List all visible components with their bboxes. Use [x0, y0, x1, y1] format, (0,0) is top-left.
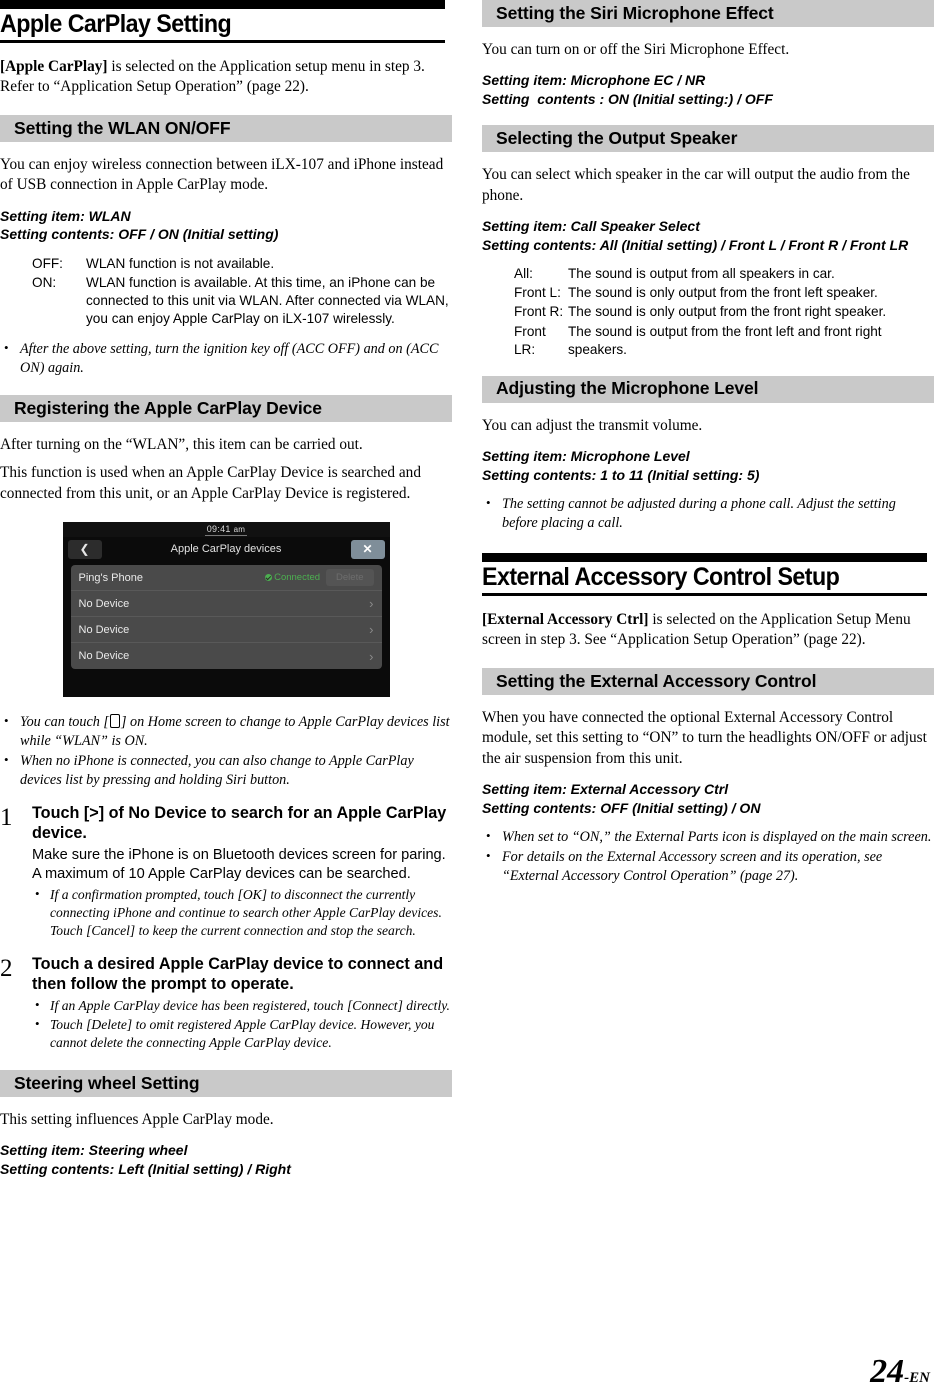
chapter-header-apple-carplay [0, 0, 452, 43]
screenshot-notes [0, 713, 452, 790]
section-header-wlan [0, 115, 452, 142]
note-item: • Touch [Delete] to omit registered Apple CarPlay device. However, you cannot delete the connecting Apple CarPlay device. [32, 1016, 452, 1052]
phone-icon [110, 714, 120, 728]
section-title-microphone-level: Adjusting the Microphone Level [496, 378, 759, 399]
carplay-devices-screenshot [63, 522, 390, 697]
external-setting-contents: Setting contents: OFF (Initial setting) / ON [482, 799, 761, 816]
note-item: • After the above setting, turn the ignition key off (ACC OFF) and on (ACC ON) again. [0, 340, 452, 378]
step-1 [0, 804, 452, 941]
definition-desc: The sound is only output from the front left speaker. [568, 285, 878, 301]
wlan-body: You can enjoy wireless connection between iLX-107 and iPhone instead of USB connection in Apple CarPlay mode. [0, 155, 444, 194]
section-header-siri-microphone [482, 0, 934, 27]
speaker-setting-block [482, 217, 934, 254]
right-column [482, 0, 934, 897]
chapter-bottom-rule [482, 593, 927, 596]
registering-body-line1: After turning on the “WLAN”, this item can be carried out. [0, 435, 363, 453]
status-badge-label: Connected [274, 572, 321, 584]
external-intro-rest: is selected on the Application Setup Menu screen in step 3. See “Application Setup Operation” (page 22). [482, 610, 911, 649]
chapter-header-external-accessory [482, 553, 934, 596]
steering-setting-item: Setting item: Steering wheel [0, 1142, 188, 1159]
external-notes [482, 828, 934, 886]
step-notes [32, 886, 452, 940]
definition-row [482, 303, 934, 321]
screenshot-title-bar [63, 537, 390, 561]
clock-ampm: am [233, 524, 246, 534]
section-title-siri-microphone: Setting the Siri Microphone Effect [496, 2, 774, 23]
step-text: A maximum of 10 Apple CarPlay devices can be searched. [32, 865, 411, 882]
external-setting-block [482, 780, 934, 817]
note-item: • If a confirmation prompted, touch [OK] to disconnect the currently connecting iPhone and continue to search other Apple CarPlay devices. Touch [Cancel] to keep the current connection and stop the search. [32, 886, 452, 940]
section-header-external-accessory-control [482, 668, 934, 695]
wlan-setting-block [0, 207, 452, 244]
definition-term: OFF: [32, 255, 63, 271]
steering-setting-block [0, 1141, 452, 1178]
mic-level-notes [482, 495, 934, 533]
status-badge [265, 572, 320, 583]
screenshot-sheet-title: Apple CarPlay devices [170, 543, 282, 556]
page-footer [870, 1355, 930, 1389]
definition-term: Front LR: [514, 323, 546, 357]
chapter-intro-paragraph [0, 57, 452, 98]
section-title-external-accessory-control: Setting the External Accessory Control [496, 670, 817, 691]
clock-time: 09:41 [206, 523, 231, 534]
chevron-left-icon[interactable]: ❮ [68, 540, 102, 559]
definition-desc: The sound is output from all speakers in car. [568, 266, 835, 282]
delete-button[interactable]: Delete [326, 569, 373, 586]
note-item: • When no iPhone is connected, you can also change to Apple CarPlay devices list by pressing and holding Siri button. [0, 752, 452, 790]
definition-desc: WLAN function is not available. [86, 255, 275, 271]
list-item[interactable] [71, 565, 382, 591]
chapter-top-bar [482, 553, 927, 562]
definition-desc: The sound is only output from the front right speaker. [568, 304, 887, 320]
step-notes [32, 997, 452, 1052]
step-text: Make sure the iPhone is on Bluetooth devices screen for paring. [32, 846, 446, 863]
page-number-suffix: -EN [904, 1370, 930, 1386]
speaker-definitions [482, 265, 934, 358]
definition-row [0, 255, 452, 273]
definition-row [0, 274, 452, 328]
section-header-registering [0, 395, 452, 422]
section-title-steering-wheel: Steering wheel Setting [14, 1072, 200, 1093]
definition-row [482, 265, 934, 283]
external-intro-paragraph [482, 610, 934, 651]
note-item: • The setting cannot be adjusted during a phone call. Adjust the setting before placing a call. [482, 495, 934, 533]
registering-body-line2: This function is used when an Apple CarPlay Device is searched and connected from this unit, or an Apple CarPlay Device is registered. [0, 464, 421, 502]
left-column [0, 0, 452, 1189]
wlan-definitions [0, 255, 452, 328]
section-header-microphone-level [482, 376, 934, 403]
definition-row [482, 323, 934, 359]
note-item: • If an Apple CarPlay device has been registered, touch [Connect] directly. [32, 997, 452, 1015]
list-item[interactable] [71, 617, 382, 643]
list-item[interactable] [71, 643, 382, 669]
check-circle-icon [265, 574, 272, 581]
siri-setting-block [482, 71, 934, 108]
step-body [32, 804, 452, 941]
siri-setting-item: Setting item: Microphone EC / NR [482, 72, 706, 89]
definition-desc: WLAN function is available. At this time, an iPhone can be connected to this unit via WLAN. After connected via WLAN, you can enjoy Apple CarPlay on iLX-107 wirelessly. [86, 274, 449, 327]
step-body [32, 955, 452, 1053]
close-icon[interactable]: ✕ [351, 540, 385, 559]
chapter-intro-rest: is selected on the Application setup menu in step 3. Refer to “Application Setup Operation” (page 22). [0, 58, 425, 96]
section-title-output-speaker: Selecting the Output Speaker [496, 128, 738, 149]
note-item: • When set to “ON,” the External Parts icon is displayed on the main screen. [482, 828, 934, 847]
section-header-output-speaker [482, 125, 934, 152]
screenshot-status-bar [63, 522, 390, 537]
section-header-steering-wheel [0, 1070, 452, 1097]
definition-term: Front R: [514, 304, 564, 320]
definition-desc: The sound is output from the front left and front right speakers. [568, 323, 882, 357]
speaker-setting-item: Setting item: Call Speaker Select [482, 218, 700, 235]
wlan-setting-item: Setting item: WLAN [0, 207, 131, 224]
device-name: No Device [78, 623, 130, 636]
wlan-notes [0, 340, 452, 378]
mic-level-setting-contents: Setting contents: 1 to 11 (Initial setting: 5) [482, 466, 760, 483]
step-number: 1 [0, 803, 13, 831]
mic-level-setting-item: Setting item: Microphone Level [482, 448, 690, 465]
chevron-right-icon[interactable]: › [369, 622, 374, 638]
note-suffix: ] on Home screen to change to Apple CarPlay devices list while “WLAN” is ON. [20, 714, 450, 750]
chapter-intro-bold: [Apple CarPlay] [0, 58, 108, 75]
definition-term: ON: [32, 274, 57, 290]
step-2 [0, 955, 452, 1053]
list-item[interactable] [71, 591, 382, 617]
step-number: 2 [0, 954, 13, 982]
external-intro-bold: [External Accessory Ctrl] [482, 610, 649, 628]
note-prefix: You can touch [ [20, 714, 109, 731]
mic-level-body: You can adjust the transmit volume. [482, 416, 703, 434]
wlan-setting-contents: Setting contents: OFF / ON (Initial setting) [0, 226, 279, 243]
note-item [0, 713, 452, 751]
definition-row [482, 284, 934, 302]
chapter-bottom-rule [0, 40, 445, 43]
page-number: 24 [870, 1353, 905, 1390]
definition-term: Front L: [514, 285, 561, 301]
external-body: When you have connected the optional External Accessory Control module, set this setting to “ON” to turn the headlights ON/OFF or adjust the air suspension from this unit. [482, 708, 927, 767]
section-title-registering: Registering the Apple CarPlay Device [14, 397, 322, 418]
steering-setting-contents: Setting contents: Left (Initial setting) / Right [0, 1160, 291, 1177]
speaker-body: You can select which speaker in the car will output the audio from the phone. [482, 166, 910, 204]
chevron-right-icon[interactable]: › [369, 648, 374, 664]
external-setting-item: Setting item: External Accessory Ctrl [482, 781, 729, 798]
status-clock [205, 524, 248, 536]
device-name: Ping's Phone [78, 571, 143, 584]
speaker-setting-contents: Setting contents: All (Initial setting) / Front L / Front R / Front LR [482, 236, 909, 253]
mic-level-setting-block [482, 447, 934, 484]
chapter-top-bar [0, 0, 445, 9]
device-name: No Device [78, 650, 130, 663]
note-item: • For details on the External Accessory screen and its operation, see “External Accessory Control Operation” (page 27). [482, 848, 934, 886]
steering-body: This setting influences Apple CarPlay mode. [0, 1110, 274, 1128]
page-title: Apple CarPlay Setting [0, 10, 232, 38]
siri-setting-contents: Setting contents : ON (Initial setting:) / OFF [482, 90, 773, 107]
definition-term: All: [514, 266, 533, 282]
siri-body: You can turn on or off the Siri Microphone Effect. [482, 41, 790, 58]
device-name: No Device [78, 597, 130, 610]
step-title: Touch [>] of No Device to search for an Apple CarPlay device. [32, 803, 447, 842]
device-list [71, 565, 382, 669]
step-title: Touch a desired Apple CarPlay device to connect and then follow the prompt to operate. [32, 954, 444, 993]
section-title-wlan: Setting the WLAN ON/OFF [14, 117, 231, 138]
chevron-right-icon[interactable]: › [369, 596, 374, 612]
page-title-external: External Accessory Control Setup [482, 562, 840, 591]
